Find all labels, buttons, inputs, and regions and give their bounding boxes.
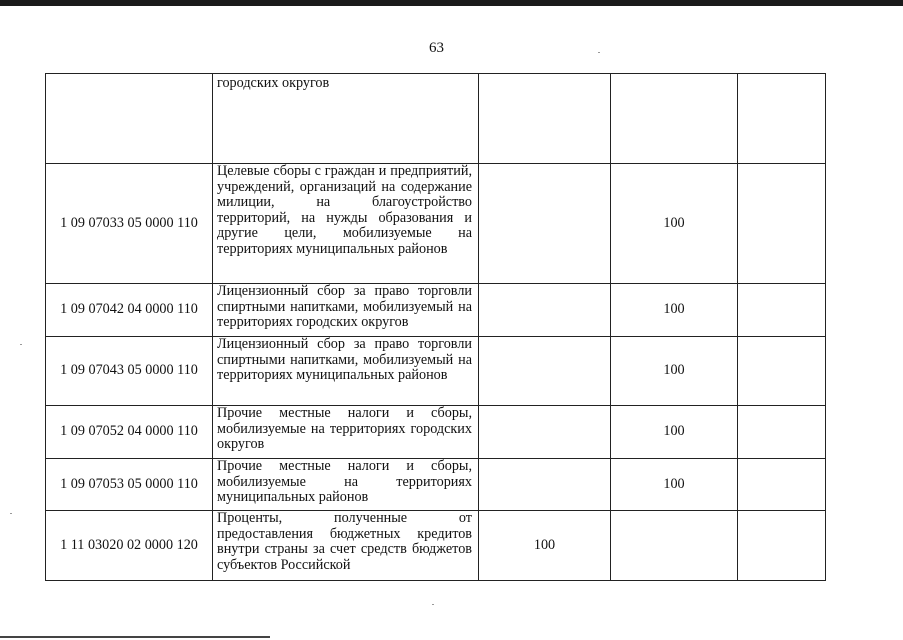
budget-code-cell: 1 09 07053 05 0000 110 [46, 459, 213, 511]
value-cell-col3 [479, 337, 611, 406]
value-cell-col5 [738, 337, 826, 406]
table-row [46, 459, 826, 511]
value-cell-col4: 100 [611, 284, 738, 337]
budget-code-cell: 1 09 07033 05 0000 110 [46, 164, 213, 284]
value-cell-col3: 100 [479, 511, 611, 581]
page-number: 63 [429, 40, 444, 56]
value-cell-col3 [479, 406, 611, 459]
scan-speck [10, 513, 12, 514]
value-cell-col3 [479, 459, 611, 511]
value-cell-col3 [479, 74, 611, 164]
value-cell-col5 [738, 406, 826, 459]
value-cell-col4: 100 [611, 164, 738, 284]
table-row [46, 337, 826, 406]
value-cell-col4: 100 [611, 459, 738, 511]
value-cell-col5 [738, 74, 826, 164]
revenue-table [45, 73, 826, 581]
revenue-name-cell: Лицензионный сбор за право торговли спиртными напитками, мобилизуемый на территориях муниципальных районов [213, 337, 479, 406]
value-cell-col3 [479, 284, 611, 337]
table-row [46, 74, 826, 164]
table-row [46, 284, 826, 337]
scan-speck [20, 344, 22, 345]
value-cell-col5 [738, 164, 826, 284]
value-cell-col5 [738, 284, 826, 337]
table-row [46, 164, 826, 284]
revenue-name-cell: Прочие местные налоги и сборы, мобилизуемые на территориях муниципальных районов [213, 459, 479, 511]
value-cell-col3 [479, 164, 611, 284]
value-cell-col5 [738, 459, 826, 511]
budget-code-cell: 1 11 03020 02 0000 120 [46, 511, 213, 581]
table-row [46, 511, 826, 581]
budget-code-cell: 1 09 07042 04 0000 110 [46, 284, 213, 337]
table-row [46, 406, 826, 459]
revenue-name-cell: Целевые сборы с граждан и предприятий, учреждений, организаций на содержание милиции, на благоустройство территорий, на нужды образования и другие цели, мобилизуемые на территориях муниципальных районов [213, 164, 479, 284]
value-cell-col4 [611, 74, 738, 164]
budget-code-cell: 1 09 07043 05 0000 110 [46, 337, 213, 406]
revenue-name-cell: Прочие местные налоги и сборы, мобилизуемые на территориях городских округов [213, 406, 479, 459]
value-cell-col4 [611, 511, 738, 581]
value-cell-col4: 100 [611, 406, 738, 459]
budget-code-cell [46, 74, 213, 164]
bottom-edge-line [0, 636, 270, 638]
top-border [0, 0, 903, 6]
value-cell-col4: 100 [611, 337, 738, 406]
revenue-name-cell: Лицензионный сбор за право торговли спиртными напитками, мобилизуемый на территориях городских округов [213, 284, 479, 337]
value-cell-col5 [738, 511, 826, 581]
revenue-name-cell: Проценты, полученные от предоставления бюджетных кредитов внутри страны за счет средств бюджетов субъектов Российской [213, 511, 479, 581]
budget-code-cell: 1 09 07052 04 0000 110 [46, 406, 213, 459]
scan-speck [598, 52, 600, 53]
scan-speck [432, 604, 434, 605]
revenue-name-cell: городских округов [213, 74, 479, 164]
